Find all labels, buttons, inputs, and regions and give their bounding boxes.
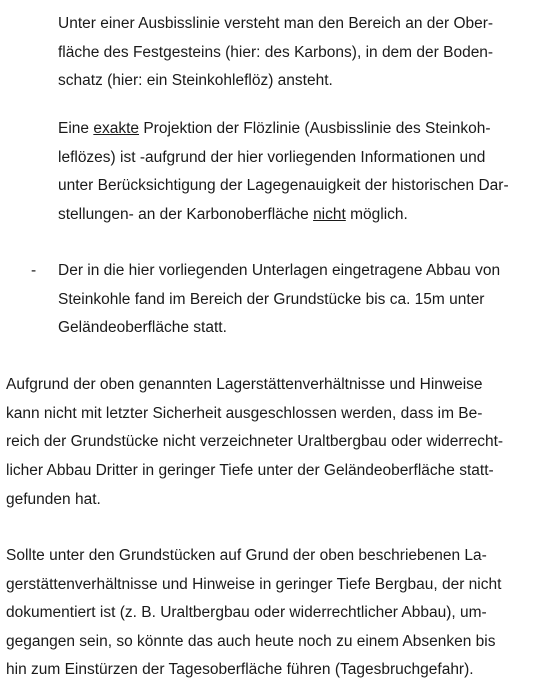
paragraph2-line2: leflözes) ist -aufgrund der hier vorliegenden Informationen und <box>58 149 486 166</box>
bullet-line3: Geländeoberfläche statt. <box>58 319 227 336</box>
paragraph3-line4: licher Abbau Dritter in geringer Tiefe unter der Geländeoberfläche statt- <box>6 462 494 479</box>
paragraph2-line4-pre: stellungen- an der Karbonoberfläche <box>58 206 314 223</box>
paragraph1-line3: schatz (hier: ein Steinkohleflöz) ansteht. <box>58 72 333 89</box>
paragraph2-line3: unter Berücksichtigung der Lagegenauigkeit der historischen Dar- <box>58 177 509 194</box>
paragraph1-line2: fläche des Festgesteins (hier: des Karbons), in dem der Boden- <box>58 44 494 61</box>
emphasis-nicht: nicht <box>313 206 346 223</box>
paragraph4-line5: hin zum Einstürzen der Tagesoberfläche führen (Tagesbruchgefahr). <box>6 661 474 678</box>
paragraph4-line3: dokumentiert ist (z. B. Uraltbergbau oder widerrechtlicher Abbau), um- <box>6 604 487 621</box>
bullet-line1: Der in die hier vorliegenden Unterlagen eingetragene Abbau von <box>58 262 501 279</box>
paragraph2-line4 <box>58 205 408 225</box>
emphasis-exakte: exakte <box>93 120 140 137</box>
paragraph3-line5: gefunden hat. <box>6 491 101 508</box>
paragraph2-line1 <box>58 119 491 139</box>
paragraph2-line1-post: Projektion der Flözlinie (Ausbisslinie des Steinkoh- <box>139 120 491 137</box>
bullet-line2: Steinkohle fand im Bereich der Grundstücke bis ca. 15m unter <box>58 291 485 308</box>
paragraph4-line4: gegangen sein, so könnte das auch heute noch zu einem Absenken bis <box>6 633 496 650</box>
paragraph4-line1: Sollte unter den Grundstücken auf Grund der oben beschriebenen La- <box>6 547 487 564</box>
paragraph3-line1: Aufgrund der oben genannten Lagerstättenverhältnisse und Hinweise <box>6 376 483 393</box>
paragraph3-line3: reich der Grundstücke nicht verzeichneter Uraltbergbau oder widerrecht- <box>6 433 504 450</box>
paragraph3-line2: kann nicht mit letzter Sicherheit ausgeschlossen werden, dass im Be- <box>6 405 483 422</box>
bullet-marker: - <box>31 262 37 279</box>
paragraph4-line2: gerstättenverhältnisse und Hinweise in geringer Tiefe Bergbau, der nicht <box>6 576 502 593</box>
paragraph2-line4-post: möglich. <box>345 206 408 223</box>
paragraph2-line1-pre: Eine <box>58 120 94 137</box>
paragraph1-line1: Unter einer Ausbisslinie versteht man den Bereich an der Ober- <box>58 15 494 32</box>
